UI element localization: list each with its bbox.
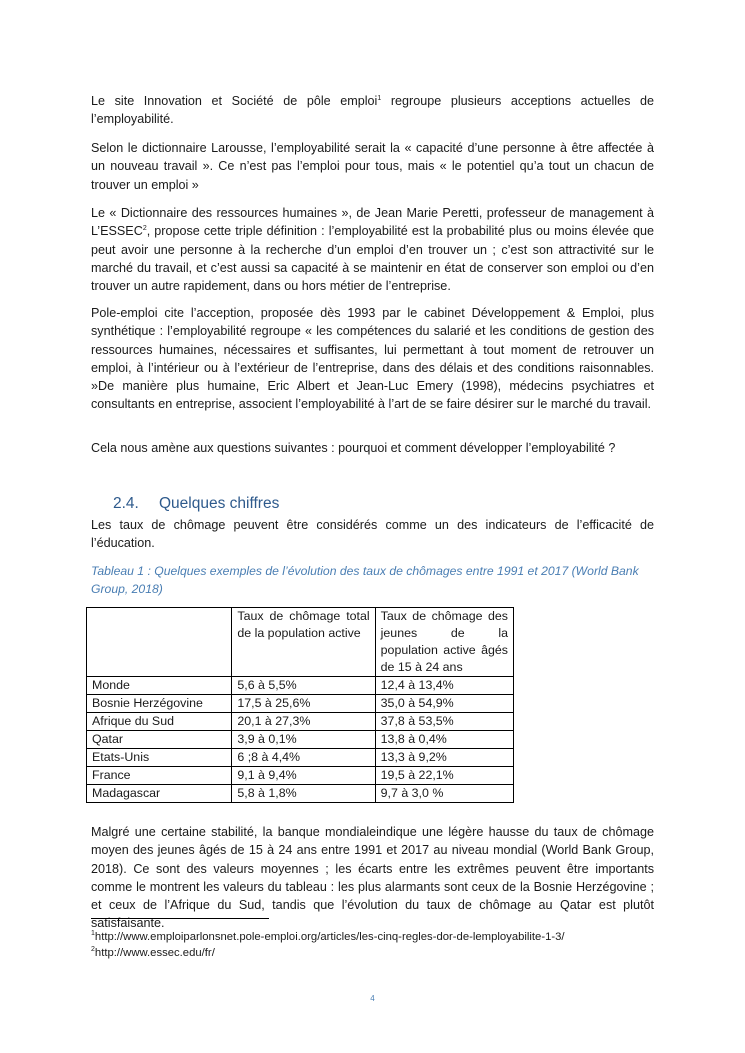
table-header-cell	[87, 608, 232, 677]
section-number: 2.4.	[113, 495, 139, 512]
paragraph-intro-text: Le site Innovation et Société de pôle emploi	[91, 94, 378, 108]
table-cell-total: 5,6 à 5,5%	[232, 677, 375, 695]
footnote-link[interactable]: http://www.emploiparlonsnet.pole-emploi.org/articles/les-cinq-regles-dor-de-lemployabilite-1-3/	[94, 931, 565, 943]
footnote-mark: 2	[91, 946, 95, 954]
paragraph-pole-emploi: Pole-emploi cite l’acception, proposée dès 1993 par le cabinet Développement & Emploi, plus synthétique : l’employabilité regroupe « les compétences du salarié et les conditions de gestion des ressources humaines, nécessaires et suffisantes, lui permettant à tout moment de retrouver un emploi, à l’intérieur ou à l’extérieur de l’entreprise, dans des délais et des conditions raisonnables. »De manière plus humaine, Eric Albert et Jean-Luc Emery (1998), médecins psychiatres et consultants en entreprise, associent l’employabilité à l’art de se faire désirer sur le marché du travail.	[91, 306, 654, 412]
table-row	[87, 677, 514, 695]
footnote-2	[91, 946, 691, 961]
page-number: 4	[370, 994, 375, 1003]
paragraph-unemployment-intro: Les taux de chômage peuvent être considérés comme un des indicateurs de l’efficacité de l’éducation.	[91, 518, 654, 551]
footnote-1	[91, 930, 691, 945]
table-cell-youth: 13,8 à 0,4%	[375, 731, 513, 749]
section-title: Quelques chiffres	[159, 495, 280, 512]
table-cell-youth: 37,8 à 53,5%	[375, 713, 513, 731]
table-row	[87, 713, 514, 731]
footnote-ref-1[interactable]: 1	[377, 94, 382, 102]
table-header-row	[87, 608, 514, 677]
paragraph-larousse: Selon le dictionnaire Larousse, l’employabilité serait la « capacité d’une personne à être affectée à un nouveau travail ». Ce n’est pas l’emploi pour tous, mais « le potentiel qu’a tout un chacun de trouver un emploi »	[91, 141, 654, 192]
table-cell-country: Qatar	[87, 731, 232, 749]
table-cell-total: 5,8 à 1,8%	[232, 785, 375, 803]
footnote-link[interactable]: http://www.essec.edu/fr/	[94, 947, 215, 959]
paragraph-intro	[91, 92, 654, 129]
section-heading	[113, 494, 279, 514]
table-row	[87, 731, 514, 749]
footnote-divider	[91, 918, 269, 919]
table-header-cell: Taux de chômage des jeunes de la population active âgés de 15 à 24 ans	[375, 608, 513, 677]
table-cell-total: 9,1 à 9,4%	[232, 767, 375, 785]
table-cell-youth: 13,3 à 9,2%	[375, 749, 513, 767]
table-cell-youth: 19,5 à 22,1%	[375, 767, 513, 785]
table-caption: Tableau 1 : Quelques exemples de l’évolution des taux de chômages entre 1991 et 2017 (World Bank Group, 2018)	[91, 564, 639, 596]
table-cell-country: Afrique du Sud	[87, 713, 232, 731]
paragraph-peretti-text-end: , propose cette triple définition : l’employabilité est la probabilité plus ou moins élevée que peut avoir une personne à la recherche d’un emploi d’en trouver un ; c’est son attractivité sur le marché du travail, et c’est aussi sa capacité à se maintenir en état de conserver son emploi ou d’en trouver un autre rapidement, dans ou hors métier de l’entreprise.	[91, 224, 654, 294]
table-cell-youth: 9,7 à 3,0 %	[375, 785, 513, 803]
table-cell-country: Etats-Unis	[87, 749, 232, 767]
table-row	[87, 695, 514, 713]
table-cell-total: 6 ;8 à 4,4%	[232, 749, 375, 767]
table-cell-country: Bosnie Herzégovine	[87, 695, 232, 713]
paragraph-analysis: Malgré une certaine stabilité, la banque mondialeindique une légère hausse du taux de chômage moyen des jeunes âgés de 15 à 24 ans entre 1991 et 2017 au niveau mondial (World Bank Group, 2018). Ce sont des valeurs moyennes ; les écarts entre les extrêmes peuvent être importants comme le montrent les valeurs du tableau : les plus alarmants sont ceux de la Bosnie Herzégovine ; et ceux de l’Afrique du Sud, tandis que l’évolution du taux de chômage au Qatar est plutôt satisfaisante.	[91, 825, 654, 931]
paragraph-questions: Cela nous amène aux questions suivantes : pourquoi et comment développer l’employabilité ?	[91, 441, 616, 455]
table-cell-total: 3,9 à 0,1%	[232, 731, 375, 749]
footnote-mark: 1	[91, 930, 95, 938]
table-header-cell: Taux de chômage total de la population active	[232, 608, 375, 677]
paragraph-intro-text-end: regroupe plusieurs acceptions actuelles de l’employabilité.	[91, 94, 654, 127]
table-cell-youth: 35,0 à 54,9%	[375, 695, 513, 713]
table-cell-total: 17,5 à 25,6%	[232, 695, 375, 713]
table-cell-youth: 12,4 à 13,4%	[375, 677, 513, 695]
footnote-ref-2[interactable]: 2	[142, 225, 147, 233]
table-cell-total: 20,1 à 27,3%	[232, 713, 375, 731]
table-row	[87, 749, 514, 767]
table-cell-country: France	[87, 767, 232, 785]
table-cell-country: Monde	[87, 677, 232, 695]
paragraph-peretti-text: Le « Dictionnaire des ressources humaines », de Jean Marie Peretti, professeur de management à L’ESSEC	[91, 206, 654, 239]
paragraph-peretti	[91, 204, 654, 295]
table-cell-country: Madagascar	[87, 785, 232, 803]
table-row	[87, 785, 514, 803]
table-row	[87, 767, 514, 785]
unemployment-table	[86, 607, 514, 803]
